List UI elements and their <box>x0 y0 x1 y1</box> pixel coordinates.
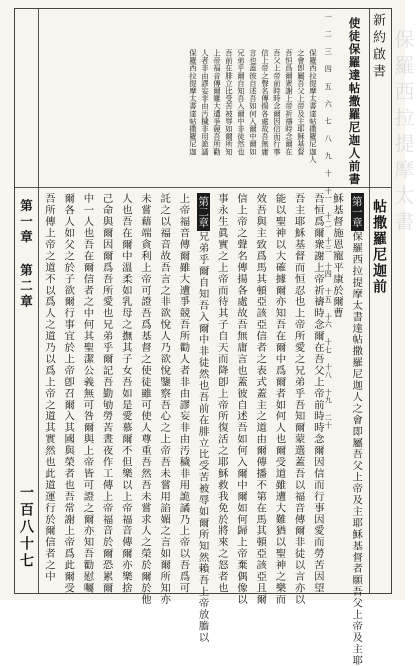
text-column: 穌基督施恩寵平康於爾曹 <box>331 193 343 319</box>
text-column: 吾恒爲爾衆謝上帝祈禱時念爾在吾父上帝前時時念爾因信而行事因愛而勞苦因望 <box>311 193 324 594</box>
running-header: 新約啟書 <box>370 13 385 81</box>
note-column: 吾前在腓立比受苦被辱如爾所知 <box>224 49 234 156</box>
text-column: 事永生眞實之上帝而待其子自天而降卽上帝所復活之耶穌救我免於將來之怒者也 <box>215 193 228 594</box>
main-text-area <box>41 191 367 666</box>
note-column: 上帝福音傳爾雖大遭爭競吾所勸 <box>212 49 222 156</box>
text-column: 人也吾在爾中溫柔如乳母之撫其子女吾如是愛慕爾不但樂以上帝福音傳爾亦樂捨 <box>119 193 132 594</box>
notes-numerals: 一 二 三 四 五 六 七 八 九 十 十一 十二 十三 十四 十五 十六 十七 十八 十九 二十 <box>324 13 334 430</box>
book-title: 帖撒羅尼迦前 <box>371 199 387 295</box>
watermark: 保羅西拉提摩太書 <box>391 29 415 237</box>
notes-divider <box>15 187 391 188</box>
text-column: 信上帝之聲名傳揚各處故吾無庸言也蓋彼自述吾如何入爾中爾如何歸上帝棄偶像以 <box>235 193 247 606</box>
text-column: 吾所傳上帝之道不以爲人之道乃以爲上帝之道其實然也此道運行於爾信者之中 <box>43 193 55 583</box>
section-label: 第二章 <box>197 193 210 231</box>
text-column: 己命與爾因爾爲吾所愛也兄弟乎爾記吾勤劬勞苦晝夜作工傳上帝福音於爾恐累爾 <box>100 193 113 594</box>
text-column: 效吾與主致爲馬其頓亞該亞信者之表式蓋主之道由爾傳播不第在馬其頓亞該亞且爾 <box>254 193 267 606</box>
note-column: 保羅西拉提摩太書達帖撒羅尼迦 <box>188 49 198 156</box>
text-column: 能以聖神以大確據爾亦知吾在爾中爲爾者如何人也爾受道雖遭大難猶以聖神之樂而 <box>273 193 286 606</box>
text-column: 保羅西拉提摩太書達帖撒羅尼迦人之會即屬吾父上帝及主耶穌基督者願吾父上帝及主耶 <box>350 231 363 666</box>
note-column: 之會卽屬吾父上帝及主耶穌基督 <box>296 49 306 156</box>
note-column: 信上帝之聲名傳揚各處故吾無庸 <box>260 49 270 156</box>
text-column: 爾各人如父之於子欲爾行事宜於上帝卽召爾入其國與榮者也吾常謝上帝爲此爾受 <box>62 193 75 594</box>
chapter-heading: 使徒保羅達帖撒羅尼迦人前書 <box>347 17 362 186</box>
note-column: 言也蓋彼自述吾如何入爾中爾如 <box>248 49 258 156</box>
note-column: 保羅西拉提摩太書達帖撒羅尼迦人 <box>308 49 318 163</box>
page-frame <box>14 8 415 666</box>
text-column: 上帝福音傳爾雖大遭爭競吾所勸人者非由謬妄非由汚穢非用詭譎乃上帝以吾爲可 <box>177 193 190 594</box>
text-column: 兄弟乎爾自知吾入爾中非徒然也吾前在腓立比受苦被辱如爾所知然賴吾上帝放膽以 <box>196 231 209 644</box>
text-column: 吾主耶穌基督而恒忍也上帝所愛之兄弟乎吾知爾蒙選蓋吾以福音傳爾非徒以言亦以 <box>292 193 305 606</box>
note-column: 吾父上帝前時時念爾因信而行事 <box>272 49 282 156</box>
page-number: 一百八十七 <box>18 485 34 570</box>
text-column: 中一人也吾在爾信者之中何其聖潔公義無可咎爾與上帝皆可證之爾亦知吾勸慰囑 <box>81 193 94 594</box>
section-label: 第一章 <box>351 193 364 231</box>
text-column: 未嘗藉端貪利上帝可證吾爲基督之使徒雖可使人尊重吾然吾未嘗求人之榮於爾於他 <box>139 193 151 606</box>
note-column: 吾恒爲爾衆謝上帝祈禱時念爾在 <box>284 49 294 156</box>
text-column: 託之以福音故吾言之非欲悅人乃欲悅鑒察吾心之上帝吾未嘗用諂媚之言如爾所知亦 <box>158 193 171 606</box>
chapter-reference: 第一章 第二章 <box>18 199 34 310</box>
right-margin-rule <box>369 9 370 593</box>
note-column: 兄弟乎爾自知吾入爾中非徒然也 <box>236 49 246 156</box>
note-column: 人者非由謬妄非由汚穢非用詭譎 <box>200 49 210 156</box>
